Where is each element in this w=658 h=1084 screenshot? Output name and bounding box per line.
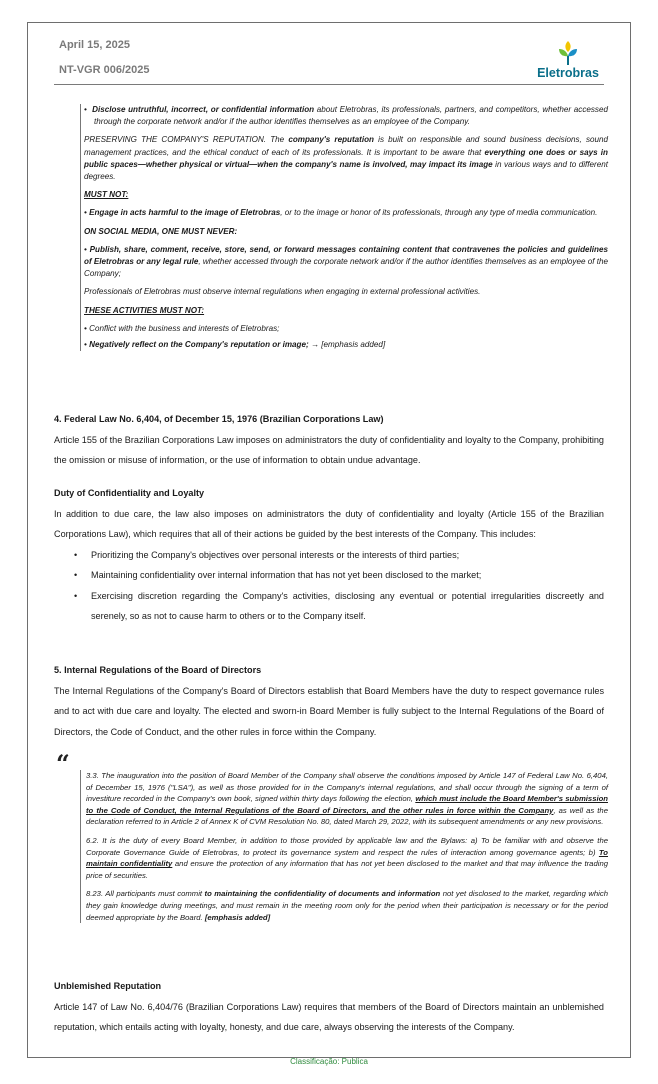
eletrobras-logo (528, 40, 608, 80)
quote-activities-heading: THESE ACTIVITIES MUST NOT: (84, 305, 205, 315)
reputation-section (54, 976, 604, 1038)
quote-social-heading: ON SOCIAL MEDIA, ONE MUST NEVER: (84, 226, 238, 236)
list-item: • Exercising discretion regarding the Company's activities, disclosing any eventual or potential irregularities discreetly and serenely, so as not to cause harm to others or to the Company itself. (54, 586, 604, 627)
section-4-paragraph: Article 155 of the Brazilian Corporations Law imposes on administrators the duty of confidentiality and loyalty to the Company, prohibiting the omission or misuse of information, or the use of information to obtain undue advantage. (54, 434, 604, 465)
duty-paragraph: In addition to due care, the law also imposes on administrators the duty of confidentiality and loyalty (Article 155 of the Brazilian Corporations Law), which requires that all of their actions be guided by the best interests of the Company. This includes: (54, 508, 604, 539)
duty-bullet-list (54, 545, 604, 627)
quote-reputation-paragraph: PRESERVING THE COMPANY'S REPUTATION. The company's reputation is built on responsible and sound business decisions, sound management practices, and the ethical conduct of each of its professionals. It is important to be aware that everything one does or says in public spaces—whether physical or virtual—when the company's name is involved, may impact its image in various ways and to different degrees. (84, 135, 609, 182)
quotation-mark: “ (56, 749, 70, 778)
section-4 (54, 409, 604, 471)
section-5-heading: 5. Internal Regulations of the Board of Directors (54, 665, 262, 675)
quote-item-6-2: 6.2. It is the duty of every Board Member, in addition to those provided by applicable law and the Bylaws: a) To be familiar with and observe the Corporate Governance Guide of Eletrobras, to protect its governance system and respect the rules of interaction among governance agents; b) To maintain confidentiality and ensure the protection of any information that has not yet been disclosed to the market and that may influence the trading price of securities. (86, 835, 608, 880)
logo-text: Eletrobras (537, 66, 599, 80)
eletrobras-logo-icon (556, 40, 580, 66)
quote-bullet-negative: • Negatively reflect on the Company's reputation or image; → [emphasis added] (84, 340, 386, 350)
document-date: April 15, 2025 (59, 39, 130, 51)
reputation-heading: Unblemished Reputation (54, 981, 162, 991)
document-number: NT-VGR 006/2025 (59, 64, 150, 76)
quote-item-8-23: 8.23. All participants must commit to maintaining the confidentiality of documents and information not yet disclosed to the market, regarding which they gain knowledge during meetings, and must remain in the meeting room only for the period when their participation is necessary or for the period deemed appropriate by the Board. [emphasis added] (86, 889, 608, 922)
list-item: • Maintaining confidentiality over internal information that has not yet been disclosed to the market; (54, 565, 604, 586)
reputation-paragraph: Article 147 of Law No. 6,404/76 (Brazilian Corporations Law) requires that members of the Board of Directors maintain an unblemished reputation, which entails acting with loyalty, honesty, and due care, always observing the interests of the Company. (54, 1001, 604, 1032)
quote-item-3-3: 3.3. The inauguration into the position of Board Member of the Company shall observe the conditions imposed by Article 147 of Federal Law No. 6,404, of December 15, 1976 ("LSA"), as well as those provided for in the Company's internal regulations, and shall occur through the signing of a term of investiture recorded in the Company's own book, signed within thirty days following the election, which must include the Board Member's submission to the Code of Conduct, the Internal Regulations of the Board of Directors, and the other rules in force within the Company, as well as the declaration referred to in Article 2 of Annex K of CVM Resolution No. 80, dated March 29, 2022, with its subsequent amendments or any new provisions. (86, 771, 608, 827)
board-regulations-quote (80, 770, 608, 923)
list-item: • Prioritizing the Company's objectives over personal interests or the interests of third parties; (54, 545, 604, 566)
quote-professionals-paragraph: Professionals of Eletrobras must observe internal regulations when engaging in external professional activities. (84, 287, 481, 297)
section-5 (54, 660, 604, 742)
code-of-conduct-quote (80, 104, 608, 351)
section-4-heading: 4. Federal Law No. 6,404, of December 15, 1976 (Brazilian Corporations Law) (54, 414, 384, 424)
quote-must-not-heading: MUST NOT: (84, 190, 129, 200)
duty-heading: Duty of Confidentiality and Loyalty (54, 488, 205, 498)
header-divider (54, 84, 604, 85)
quote-bullet-publish: • Publish, share, comment, receive, store, send, or forward messages containing content that contravenes the policies and guidelines of Eletrobras or any legal rule, whether accessed through the corporate network and/or if the author identifies themselves as an employee of the Company; (84, 244, 608, 279)
quote-bullet-disclose: • Disclose untruthful, incorrect, or confidential information about Eletrobras, its professionals, partners, and competitors, whether accessed through the corporate network and/or if the author identifies themselves as an employee of the Company. (84, 105, 608, 127)
duty-section (54, 483, 604, 627)
section-5-paragraph: The Internal Regulations of the Company's Board of Directors establish that Board Members have the duty to respect governance rules and to act with due care and loyalty. The elected and sworn-in Board Member is fully subject to the Internal Regulations of the Board of Directors, the Code of Conduct, and the other rules in force within the Company. (54, 685, 604, 737)
classification-footer: Classificação: Publica (290, 1057, 368, 1066)
quote-bullet-conflict: • Conflict with the business and interests of Eletrobras; (84, 323, 280, 333)
quote-bullet-engage: • Engage in acts harmful to the image of Eletrobras, or to the image or honor of its professionals, through any type of media communication. (84, 208, 598, 218)
